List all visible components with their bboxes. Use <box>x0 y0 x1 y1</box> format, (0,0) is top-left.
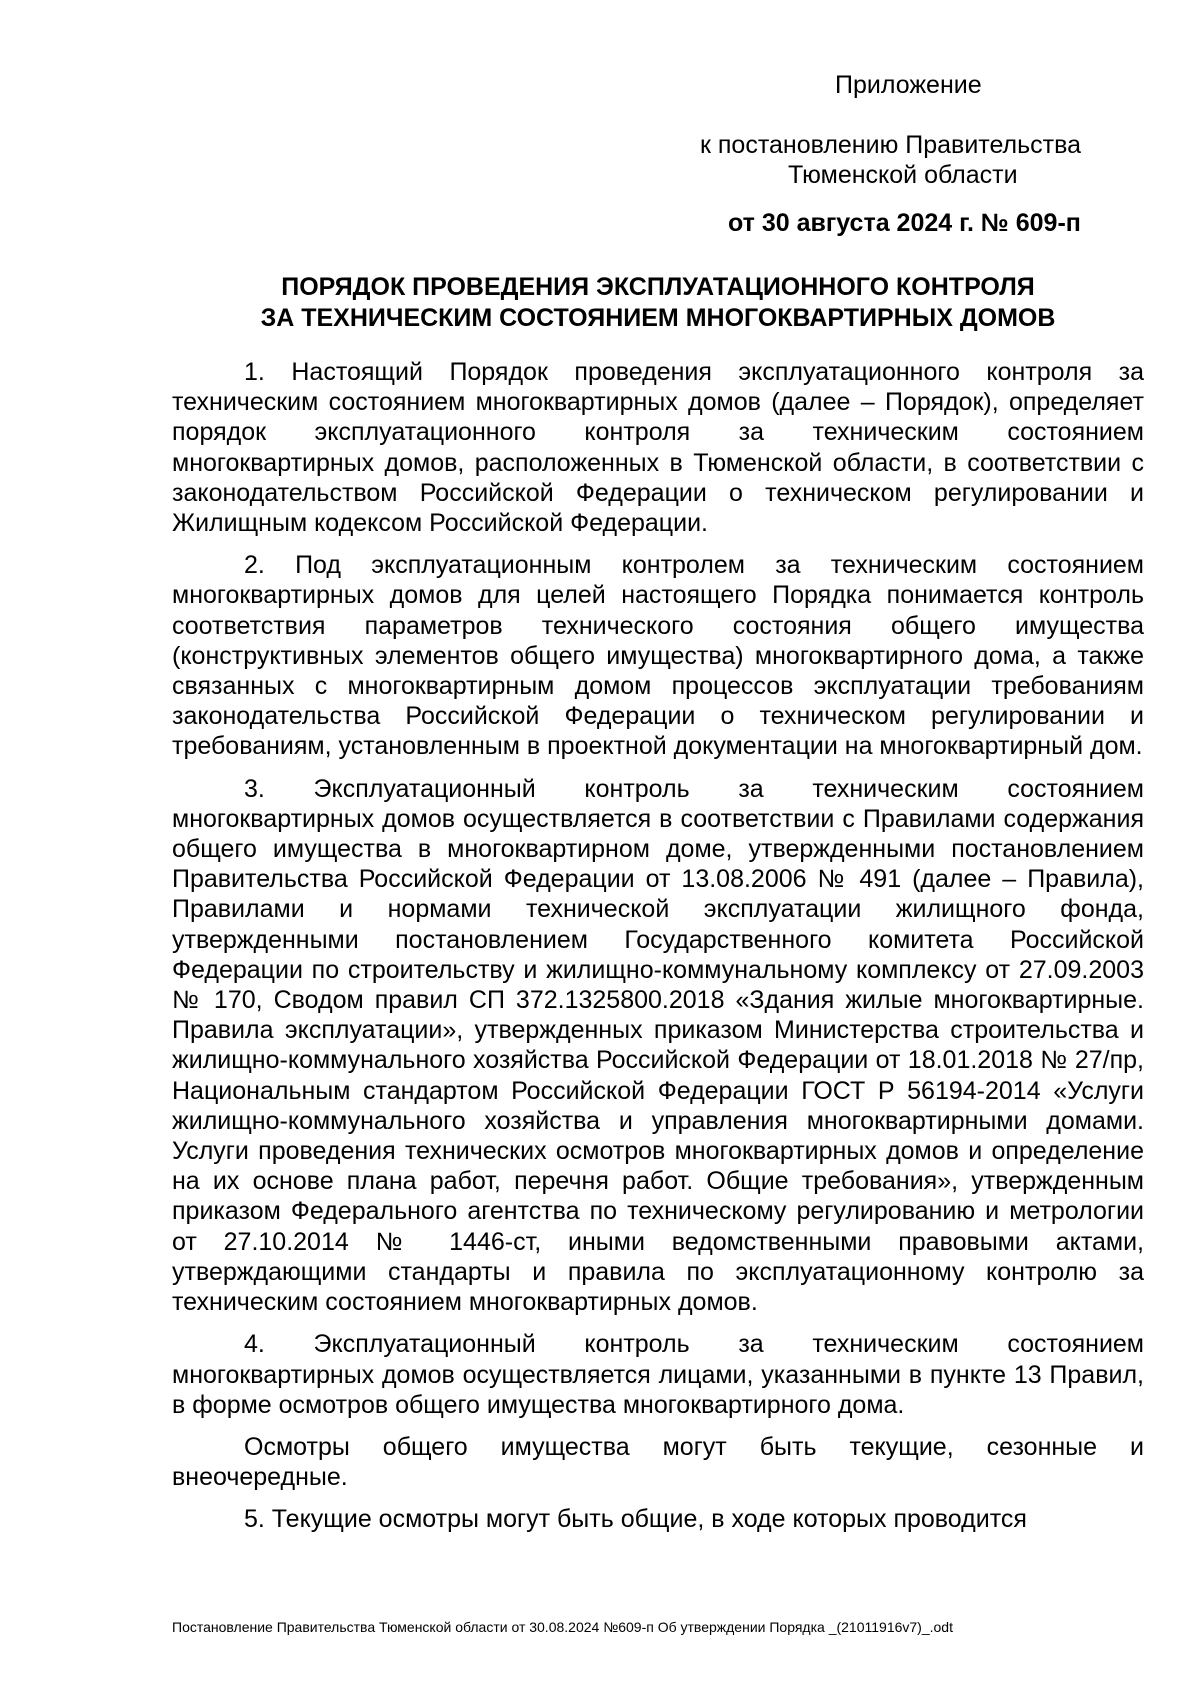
paragraph-1: 1. Настоящий Порядок проведения эксплуатационного контроля за техническим состоянием многоквартирных домов (далее – Порядок), определяет порядок эксплуатационного контроля за техническим состоянием многоквартирных домов, расположенных в Тюменской области, в соответствии с законодательством Российской Федерации о техническом регулировании и Жилищным кодексом Российской Федерации. <box>172 358 1144 538</box>
appendix-header <box>700 70 1130 238</box>
appendix-region-line: Тюменской области <box>788 161 1018 189</box>
title-line-2: ЗА ТЕХНИЧЕСКИМ СОСТОЯНИЕМ МНОГОКВАРТИРНЫХ ДОМОВ <box>260 304 1056 332</box>
paragraph-5: 5. Текущие осмотры могут быть общие, в ходе которых проводится <box>244 1505 1027 1534</box>
paragraph-4: 4. Эксплуатационный контроль за техническим состоянием многоквартирных домов осуществляется лицами, указанными в пункте 13 Правил, в форме осмотров общего имущества многоквартирного дома. <box>172 1330 1144 1419</box>
document-title <box>172 272 1144 334</box>
appendix-label: Приложение <box>835 71 982 99</box>
appendix-date-number: от 30 августа 2024 г. № 609-п <box>728 209 1081 237</box>
paragraph-4-inspections: Осмотры общего имущества могут быть текущие, сезонные и внеочередные. <box>172 1432 1144 1492</box>
document-body <box>172 357 1144 1547</box>
appendix-resolution-line: к постановлению Правительства <box>700 131 1082 159</box>
paragraph-2: 2. Под эксплуатационным контролем за техническим состоянием многоквартирных домов для целей настоящего Порядка понимается контроль соответствия параметров технического состояния общего имущества (конструктивных элементов общего имущества) многоквартирного дома, а также связанных с многоквартирным домом процессов эксплуатации требованиям законодательства Российской Федерации о техническом регулировании и требованиям, установленным в проектной документации на многоквартирный дом. <box>172 551 1144 761</box>
title-line-1: ПОРЯДОК ПРОВЕДЕНИЯ ЭКСПЛУАТАЦИОННОГО КОНТРОЛЯ <box>281 273 1035 301</box>
paragraph-3: 3. Эксплуатационный контроль за техническим состоянием многоквартирных домов осуществляется в соответствии с Правилами содержания общего имущества в многоквартирном доме, утвержденными постановлением Правительства Российской Федерации от 13.08.2006 № 491 (далее – Правила), Правилами и нормами технической эксплуатации жилищного фонда, утвержденными постановлением Государственного комитета Российской Федерации по строительству и жилищно-коммунальному комплексу от 27.09.2003 № 170, Сводом правил СП 372.1325800.2018 «Здания жилые многоквартирные. Правила эксплуатации», утвержденных приказом Министерства строительства и жилищно-коммунального хозяйства Российской Федерации от 18.01.2018 № 27/пр, Национальным стандартом Российской Федерации ГОСТ Р 56194-2014 «Услуги жилищно-коммунального хозяйства и управления многоквартирными домами. Услуги проведения технических осмотров многоквартирных домов и определение на их основе плана работ, перечня работ. Общие требования», утвержденным приказом Федерального агентства по техническому регулированию и метрологии от 27.10.2014 № 1446-ст, иными ведомственными правовыми актами, утверждающими стандарты и правила по эксплуатационному контролю за техническим состоянием многоквартирных домов. <box>172 774 1144 1317</box>
page-footer: Постановление Правительства Тюменской области от 30.08.2024 №609-п Об утверждении Порядка _(21011916v7)_.odt <box>172 1619 953 1635</box>
